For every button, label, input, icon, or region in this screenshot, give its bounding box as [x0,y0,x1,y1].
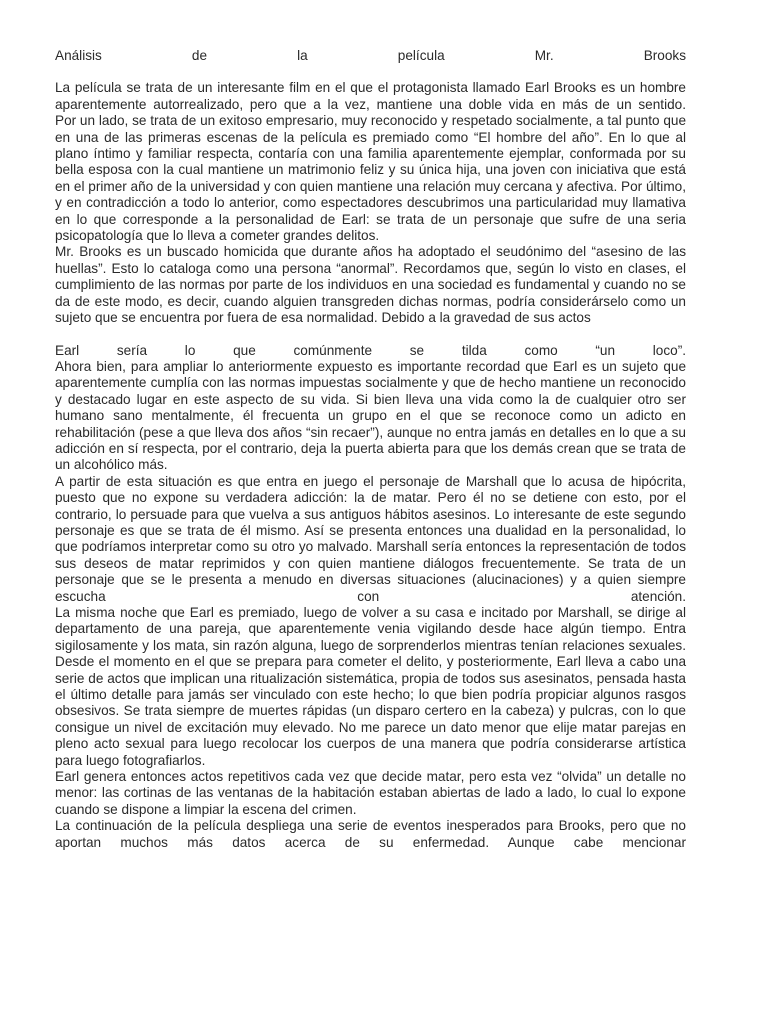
paragraph-cortinas: Earl genera entonces actos repetitivos cada vez que decide matar, pero esta vez “olvida” un detalle no menor: las cortinas de las ventanas de la habitación estaban abiertas de lado a lado, lo cual lo expone cuando se dispone a limpiar la escena del crimen. [55,769,686,817]
document-page [55,48,686,851]
paragraph-double-life: Por un lado, se trata de un exitoso empresario, muy reconocido y respetado socialmente, a tal punto que en una de las primeras escenas de la película es premiado como “El hombre del año”. En lo que al plano íntimo y familiar respecta, contaría con una familia aparentemente ejemplar, conformada por su bella esposa con la cual mantiene un matrimonio feliz y su única hija, una joven con iniciativa que está en el primer año de la universidad y con quien mantiene una relación muy cercana y afectiva. Por último, y en contradicción a todo lo anterior, como espectadores descubrimos una particularidad muy llamativa en lo que corresponde a la personalidad de Earl: se trata de un personaje que sufre de una seria psicopatología que lo lleva a cometer grandes delitos. [55,113,686,244]
paragraph-intro: La película se trata de un interesante film en el que el protagonista llamado Earl Brooks es un hombre aparentemente autorrealizado, pero que a la vez, mantiene una doble vida en más de un sentido. [55,80,686,112]
paragraph-marshall: A partir de esta situación es que entra en juego el personaje de Marshall que lo acusa de hipócrita, puesto que no expone su verdadera adicción: la de matar. Pero él no se detiene con esto, por el contrario, lo persuade para que vuelva a sus antiguos hábitos asesinos. Lo interesante de este segundo personaje es que se trata de él mismo. Así se presenta entonces una dualidad en la personalidad, lo que podríamos interpretar como su otro yo malvado. Marshall sería entonces la representación de todos sus deseos de matar reprimidos y con quien mantiene diálogos frecuentemente. Se trata de un personaje que se le presenta a menudo en diversas situaciones (alucinaciones) y a quien siempre escucha con atención. [55,473,686,604]
paragraph-continuacion: La continuación de la película despliega una serie de eventos inesperados para Brooks, pero que no aportan muchos más datos acerca de su enfermedad. Aunque cabe mencionar [55,818,686,850]
paragraph-loco: Earl sería lo que comúnmente se tilda como “un loco”. [55,342,686,358]
paragraph-premiado: La misma noche que Earl es premiado, luego de volver a su casa e incitado por Marshall, se dirige al departamento de una pareja, que aparentemente venia vigilando desde hace algún tiempo. Entra sigilosamente y los mata, sin razón alguna, luego de sorprenderlos mientras tenían relaciones sexuales. [55,605,686,653]
paragraph-adiccion: Ahora bien, para ampliar lo anteriormente expuesto es importante recordad que Earl es un sujeto que aparentemente cumplía con las normas impuestas socialmente y que de hecho mantiene un reconocido y destacado lugar en este aspecto de su vida. Si bien lleva una vida como la de cualquier otro ser humano sano mentalmente, él frecuenta un grupo en el que se reconoce como un adicto en rehabilitación (pese a que lleva dos años “sin recaer”), aunque no entra jamás en detalles en lo que a su adicción en sí respecta, por el contrario, deja la puerta abierta para que los demás crean que se trata de un alcohólico más. [55,358,686,473]
paragraph-ritual: Desde el momento en el que se prepara para cometer el delito, y posteriormente, Earl lleva a cabo una serie de actos que implican una ritualización sistemática, propia de todos sus asesinatos, pensada hasta el último detalle para jamás ser vinculado con este hecho; lo que bien podría propiciar algunos rasgos obsesivos. Se trata siempre de muertes rápidas (un disparo certero en la cabeza) y pulcras, con lo que consigue un nivel de excitación muy elevado. No me parece un dato menor que elije matar parejas en pleno acto sexual para luego recolocar los cuerpos de una manera que podría considerarse artística para luego fotografiarlos. [55,654,686,768]
document-title: Análisis de la película Mr. Brooks [55,48,686,63]
paragraph-homicide: Mr. Brooks es un buscado homicida que durante años ha adoptado el seudónimo del “asesino de las huellas”. Esto lo cataloga como una persona “anormal”. Recordamos que, según lo visto en clases, el cumplimiento de las normas por parte de los individuos en una sociedad es fundamental y cuando no se da de este modo, es decir, cuando alguien transgreden dichas normas, podría considerárselo como un sujeto que se encuentra por fuera de esa normalidad. Debido a la gravedad de sus actos [55,244,686,326]
